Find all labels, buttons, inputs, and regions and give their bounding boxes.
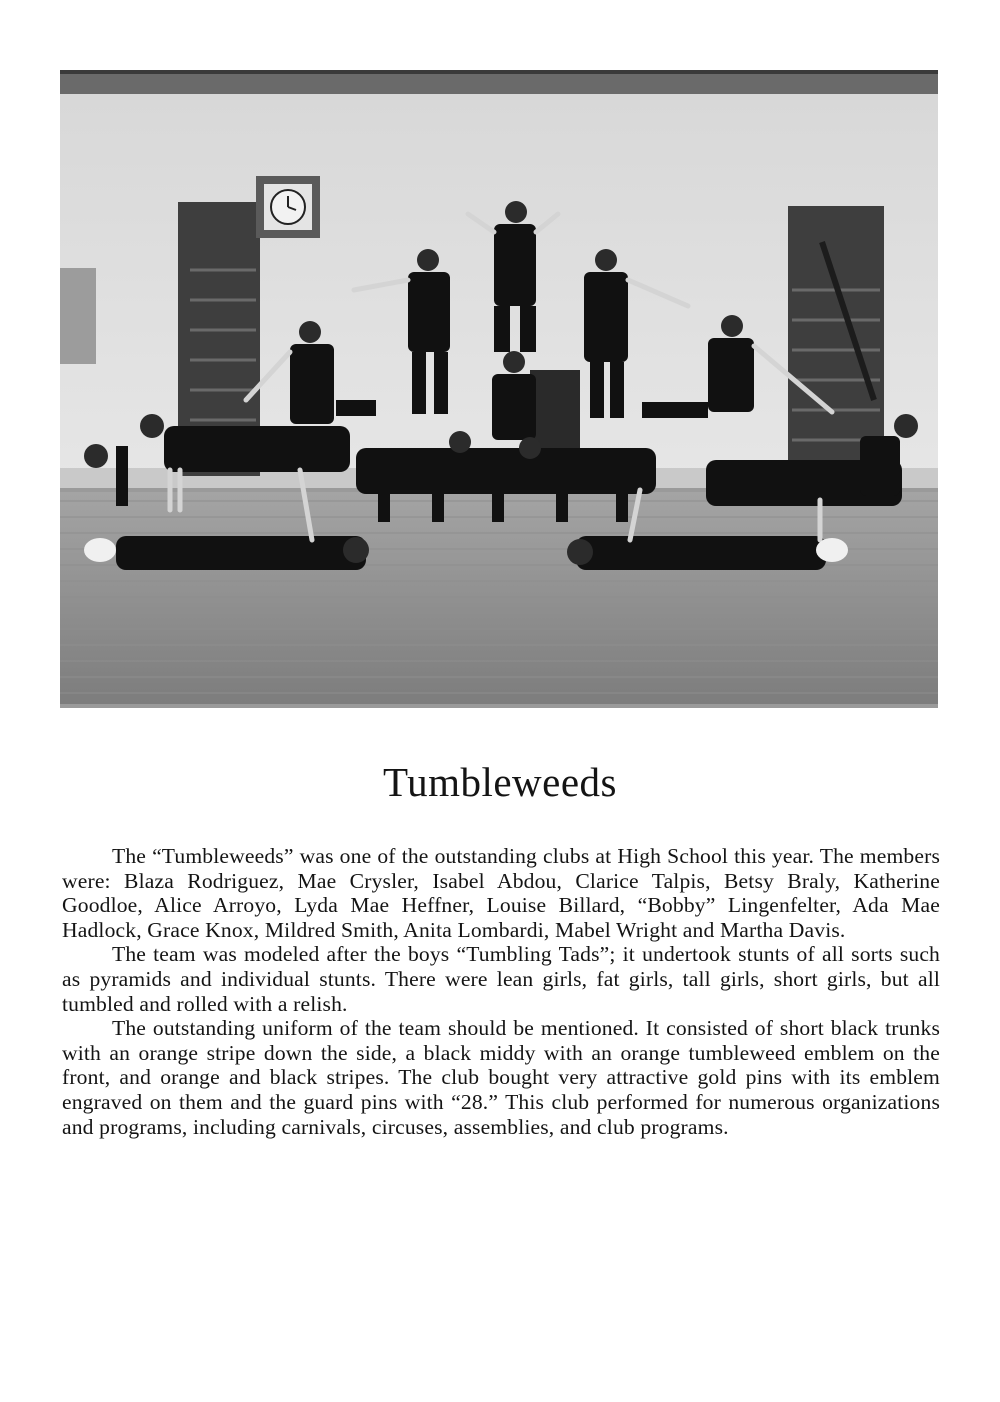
paragraph-members: The “Tumbleweeds” was one of the outstanding clubs at High School this year. The members were: Blaza Rodriguez, Mae Crysler, Isabel Abdou, Clarice Talpis, Betsy Braly, Katherine Goodloe, Alice Arroyo, Lyda Mae Heffner, Louise Billard, “Bobby” Lingenfelter, Ada Mae Hadlock, Grace Knox, Mildred Smith, Anita Lombardi, Mabel Wright and Martha Davis.	[62, 844, 940, 942]
paragraph-team: The team was modeled after the boys “Tumbling Tads”; it undertook stunts of all sorts such as pyramids and individual stunts. There were lean girls, fat girls, tall girls, short girls, but all tumbled and rolled with a relish.	[62, 942, 940, 1016]
paragraph-uniform: The outstanding uniform of the team should be mentioned. It consisted of short black trunks with an orange stripe down the side, a black middy with an orange tumbleweed emblem on the front, and orange and black stripes. The club bought very attractive gold pins with its emblem engraved on them and the guard pins with “28.” This club performed for numerous organizations and programs, including carnivals, circuses, assemblies, and club programs.	[62, 1016, 940, 1139]
article-body	[62, 844, 940, 1139]
team-photo	[60, 70, 938, 708]
page-title: Tumbleweeds	[382, 759, 618, 805]
